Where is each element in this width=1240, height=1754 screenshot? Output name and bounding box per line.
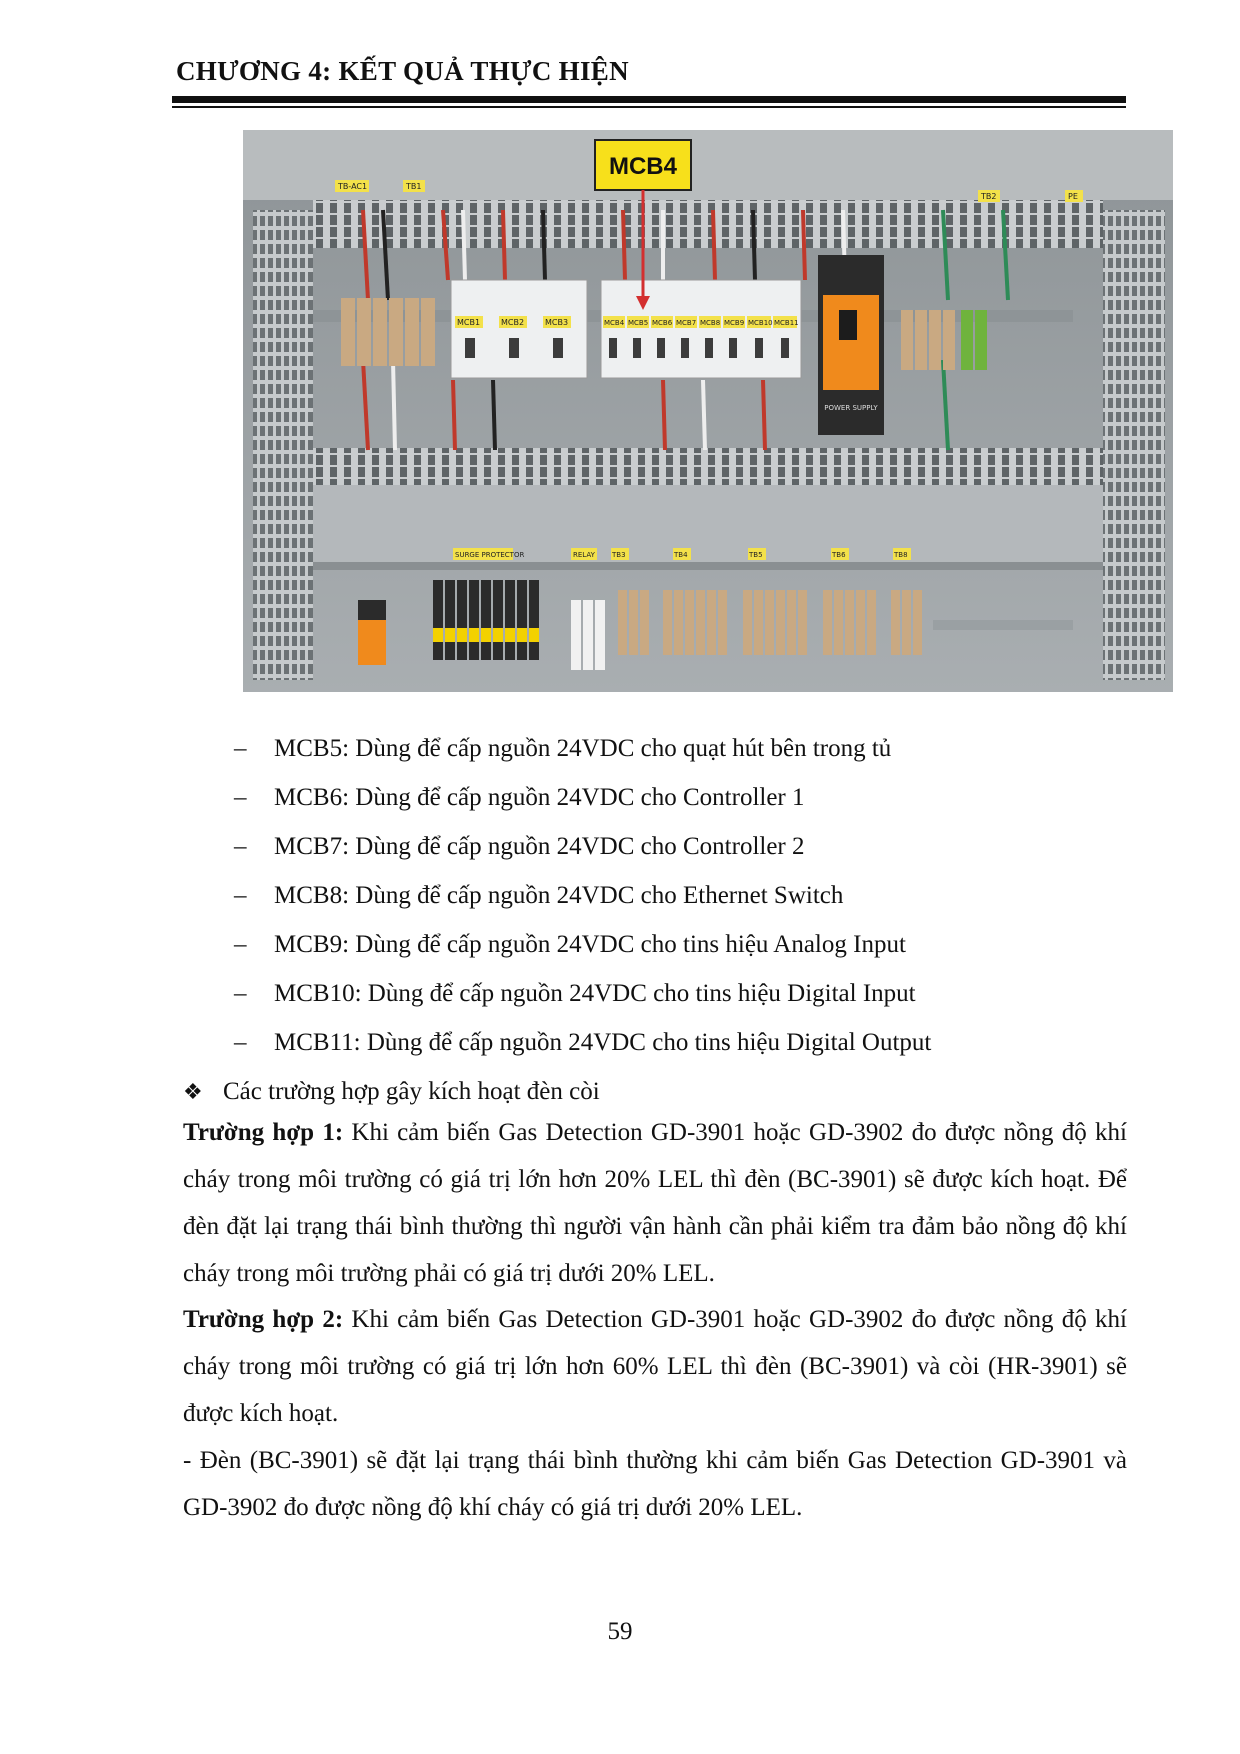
list-marker: –: [234, 980, 247, 1007]
note-paragraph: - Đèn (BC-3901) sẽ đặt lại trạng thái bình thường khi cảm biến Gas Detection GD-3901 và GD-3902 đo được nồng độ khí cháy có giá trị dưới 20% LEL.: [183, 1447, 1127, 1521]
list-item-text: MCB11: Dùng để cấp nguồn 24VDC cho tins hiệu Digital Output: [274, 1029, 932, 1056]
tag-tb-ac1: TB-AC1: [338, 182, 368, 191]
breaker-mcb6: MCB6: [652, 319, 673, 327]
case2-paragraph: [183, 1296, 1127, 1437]
breaker-mcb1: MCB1: [457, 318, 481, 327]
list-item-text: MCB7: Dùng để cấp nguồn 24VDC cho Controller 2: [274, 833, 805, 860]
list-item-text: MCB6: Dùng để cấp nguồn 24VDC cho Controller 1: [274, 784, 805, 811]
list-item: [234, 930, 931, 979]
tag-tb4: TB4: [674, 551, 688, 559]
psu-label: POWER SUPPLY: [824, 404, 878, 412]
control-panel-photo: [243, 130, 1173, 692]
list-marker: –: [234, 931, 247, 958]
tag-tb6: TB6: [832, 551, 846, 559]
list-item-text: MCB8: Dùng để cấp nguồn 24VDC cho Ethernet Switch: [274, 882, 844, 909]
tag-tb2: TB2: [981, 192, 997, 201]
tag-pe: PE: [1068, 192, 1078, 201]
tag-tb1: TB1: [406, 182, 422, 191]
tag-tb5: TB5: [749, 551, 763, 559]
list-item: [234, 1028, 931, 1077]
breaker-mcb9: MCB9: [724, 319, 745, 327]
breaker-mcb10: MCB10: [748, 319, 773, 327]
list-item: [234, 734, 931, 783]
mcb-list: [234, 734, 931, 1077]
list-marker: –: [234, 735, 247, 762]
list-marker: –: [234, 833, 247, 860]
header-rule-thin: [172, 106, 1126, 108]
case1-text: Khi cảm biến Gas Detection GD-3901 hoặc GD-3902 đo được nồng độ khí cháy trong môi trường có giá trị lớn hơn 20% LEL thì đèn (BC-3901) sẽ được kích hoạt. Để đèn đặt lại trạng thái bình thường thì người vận hành cần phải kiểm tra đảm bảo nồng độ khí cháy trong môi trường phải có giá trị dưới 20% LEL.: [183, 1119, 1127, 1287]
list-item: [234, 881, 931, 930]
breaker-mcb5: MCB5: [628, 319, 649, 327]
breaker-mcb2: MCB2: [501, 318, 525, 327]
diamond-bullet-icon: ❖: [183, 1079, 203, 1104]
list-marker: –: [234, 882, 247, 909]
case2-text: Khi cảm biến Gas Detection GD-3901 hoặc GD-3902 đo được nồng độ khí cháy trong môi trường có giá trị lớn hơn 60% LEL thì đèn (BC-3901) và còi (HR-3901) sẽ được kích hoạt.: [183, 1306, 1127, 1427]
breaker-mcb7: MCB7: [676, 319, 697, 327]
list-item: [234, 783, 931, 832]
case1-label: Trường hợp 1:: [183, 1119, 344, 1146]
list-item: [234, 832, 931, 881]
list-item-text: MCB10: Dùng để cấp nguồn 24VDC cho tins hiệu Digital Input: [274, 980, 916, 1007]
list-item-text: MCB5: Dùng để cấp nguồn 24VDC cho quạt hút bên trong tủ: [274, 735, 892, 762]
list-marker: –: [234, 1029, 247, 1056]
tag-surge-protector: SURGE PROTECTOR: [455, 551, 525, 559]
list-item-text: MCB9: Dùng để cấp nguồn 24VDC cho tins hiệu Analog Input: [274, 931, 906, 958]
breaker-mcb11: MCB11: [774, 319, 799, 327]
tag-tb3: TB3: [612, 551, 626, 559]
callout-label: MCB4: [608, 153, 678, 180]
section-heading: [183, 1078, 600, 1106]
page-number: 59: [607, 1618, 633, 1645]
tag-tb8: TB8: [894, 551, 908, 559]
section-heading-text: Các trường hợp gây kích hoạt đèn còi: [223, 1078, 600, 1105]
list-marker: –: [234, 784, 247, 811]
breaker-mcb8: MCB8: [700, 319, 721, 327]
case2-label: Trường hợp 2:: [183, 1306, 344, 1333]
chapter-header: CHƯƠNG 4: KẾT QUẢ THỰC HIỆN: [176, 56, 629, 86]
tag-relay: RELAY: [573, 551, 595, 559]
header-rule-thick: [172, 96, 1126, 103]
breaker-mcb3: MCB3: [545, 318, 569, 327]
breaker-mcb4: MCB4: [604, 319, 625, 327]
case1-paragraph: [183, 1109, 1127, 1297]
list-item: [234, 979, 931, 1028]
